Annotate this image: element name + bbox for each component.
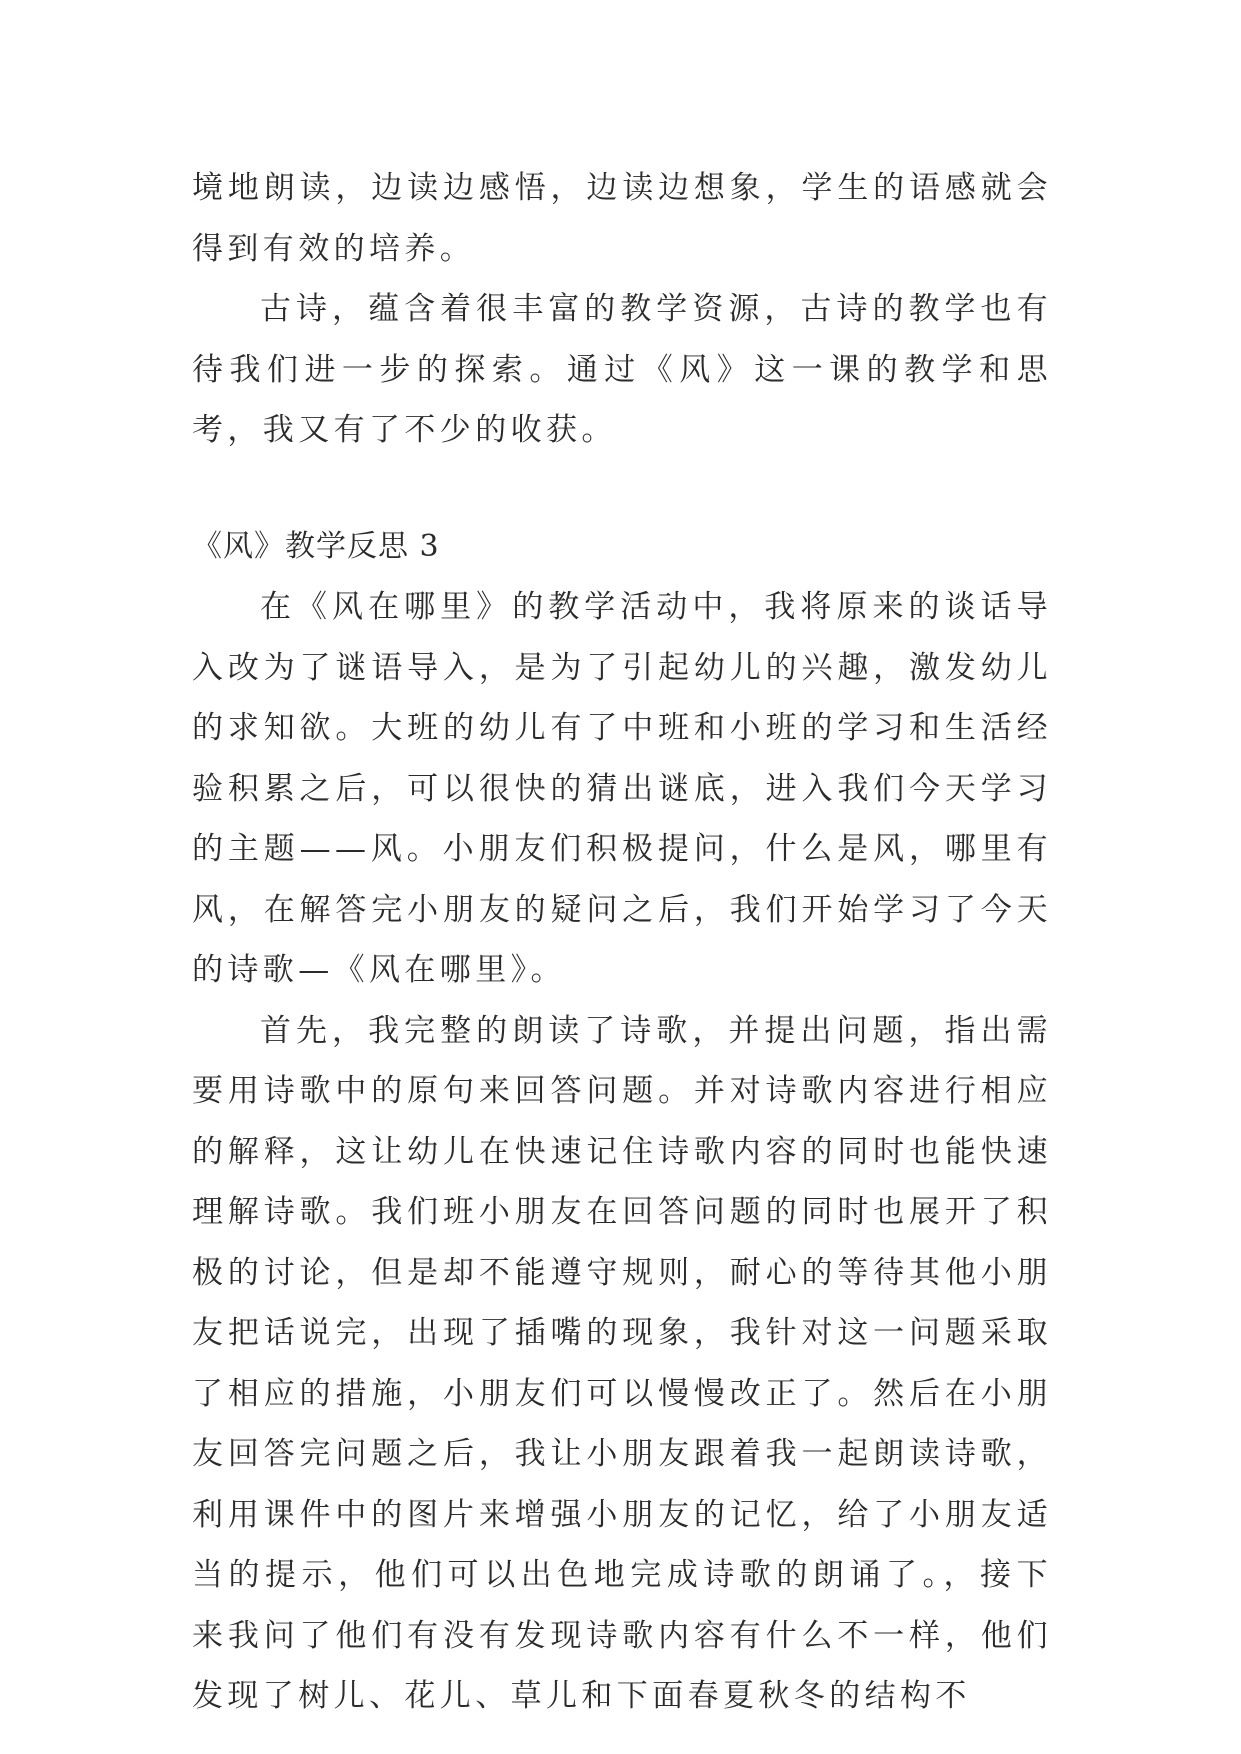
paragraph-riddle-introduction: 在《风在哪里》的教学活动中，我将原来的谈话导入改为了谜语导入，是为了引起幼儿的兴趣，激发幼儿的求知欲。大班的幼儿有了中班和小班的学习和生活经验积累之后，可以很快的猜出谜底，进入我们今天学习的主题——风。小朋友们积极提问，什么是风，哪里有风，在解答完小朋友的疑问之后，我们开始学习了今天的诗歌—《风在哪里》。	[192, 589, 1052, 988]
paragraph-continuation: 境地朗读，边读边感悟，边读边想象，学生的语感就会得到有效的培养。	[192, 170, 1052, 267]
section-spacer	[192, 461, 1052, 517]
paragraph-ancient-poetry: 古诗，蕴含着很丰富的教学资源，古诗的教学也有待我们进一步的探索。通过《风》这一课的教学和思考，我又有了不少的收获。	[192, 291, 1052, 448]
section-heading: 《风》教学反思 3	[192, 528, 440, 564]
paragraph-poem-reading: 首先，我完整的朗读了诗歌，并提出问题，指出需要用诗歌中的原句来回答问题。并对诗歌内容进行相应的解释，这让幼儿在快速记住诗歌内容的同时也能快速理解诗歌。我们班小朋友在回答问题的同时也展开了积极的讨论，但是却不能遵守规则，耐心的等待其他小朋友把话说完，出现了插嘴的现象，我针对这一问题采取了相应的措施，小朋友们可以慢慢改正了。然后在小朋友回答完问题之后，我让小朋友跟着我一起朗读诗歌，利用课件中的图片来增强小朋友的记忆，给了小朋友适当的提示，他们可以出色地完成诗歌的朗诵了。，接下来我问了他们有没有发现诗歌内容有什么不一样，他们发现了树儿、花儿、草儿和下面春夏秋冬的结构不	[192, 1012, 1052, 1714]
document-body	[192, 158, 1052, 1727]
